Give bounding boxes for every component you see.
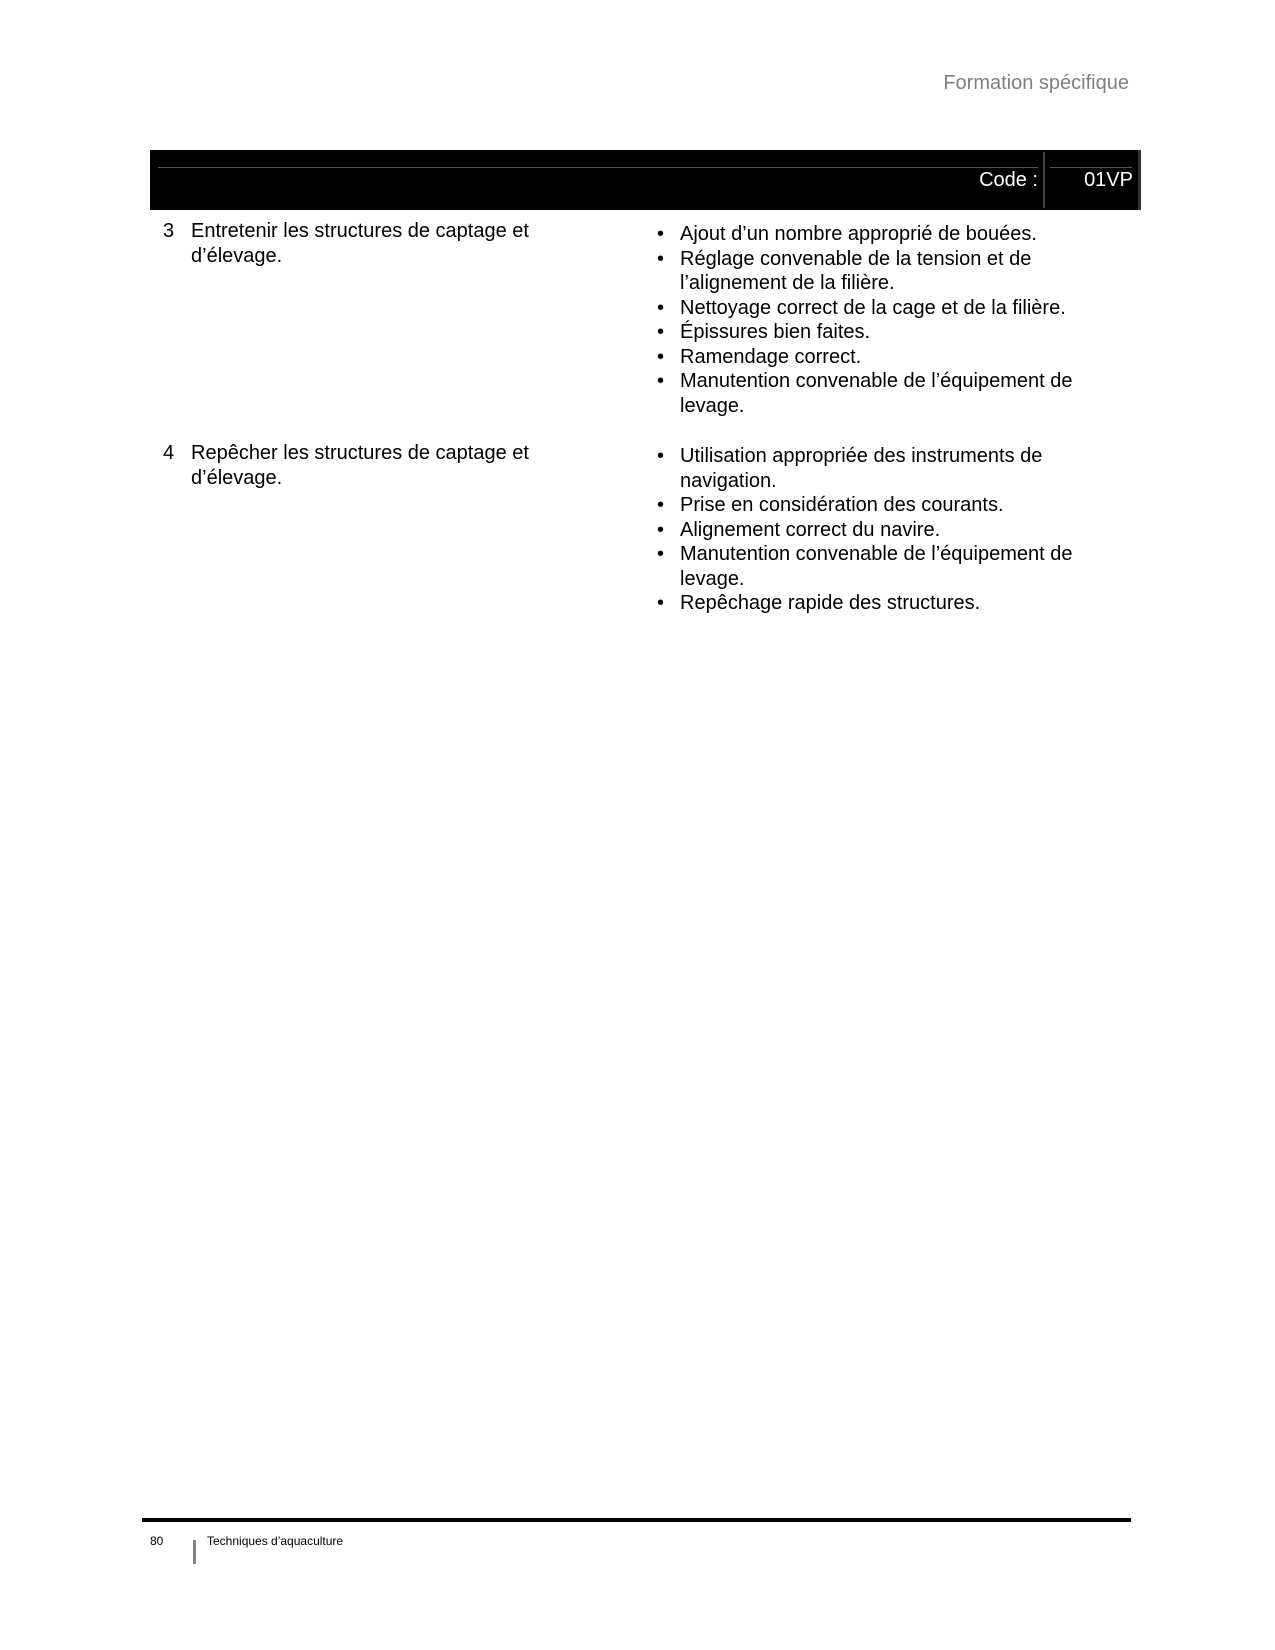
footer-divider — [193, 1540, 196, 1564]
criteria-item: • Épissures bien faites. — [657, 321, 871, 343]
code-bar-rule — [158, 167, 1038, 168]
element-title: Repêcher les structures de captage et d’élevage. — [191, 442, 529, 489]
bullet-icon: • — [657, 296, 665, 319]
code-bar-rule-right — [1050, 167, 1132, 168]
criteria-item: • Réglage convenable de la tension et de l’alignement de la filière. — [657, 247, 1032, 294]
criteria-item: • Ajout d’un nombre approprié de bouées. — [657, 223, 1037, 245]
code-value: 01VP — [1084, 169, 1133, 191]
element-title: Entretenir les structures de captage et d’élevage. — [191, 220, 529, 267]
bullet-icon: • — [657, 518, 665, 541]
bullet-icon: • — [657, 370, 665, 392]
bullet-icon: • — [657, 247, 665, 270]
criteria-list — [657, 444, 1097, 616]
element-number: 3 — [163, 220, 175, 242]
code-bar-edge — [1138, 150, 1141, 210]
bullet-icon: • — [657, 321, 665, 343]
criteria-item: • Repêchage rapide des structures. — [657, 592, 981, 614]
code-bar — [150, 150, 1141, 210]
criteria-item: • Prise en considération des courants. — [657, 494, 1004, 516]
element-number: 4 — [163, 442, 175, 464]
bullet-icon: • — [657, 345, 665, 368]
page-number: 80 — [150, 1534, 164, 1548]
bullet-icon: • — [657, 543, 665, 565]
code-label: Code : — [979, 169, 1038, 191]
bullet-icon: • — [657, 445, 665, 467]
bullet-icon: • — [657, 223, 665, 245]
criteria-item: • Ramendage correct. — [657, 345, 862, 368]
criteria-item: • Alignement correct du navire. — [657, 518, 941, 541]
code-bar-divider — [1043, 152, 1045, 208]
criteria-item: • Nettoyage correct de la cage et de la filière. — [657, 296, 1066, 319]
criteria-list — [657, 222, 1097, 418]
bullet-icon: • — [657, 592, 665, 614]
criteria-item: • Manutention convenable de l’équipement de levage. — [657, 543, 1073, 590]
footer-rule — [142, 1518, 1131, 1522]
bullet-icon: • — [657, 494, 665, 516]
running-header: Formation spécifique — [943, 72, 1129, 94]
footer-title: Techniques d’aquaculture — [207, 1534, 344, 1548]
criteria-item: • Utilisation appropriée des instruments de navigation. — [657, 445, 1043, 492]
criteria-item: • Manutention convenable de l’équipement de levage. — [657, 370, 1073, 417]
